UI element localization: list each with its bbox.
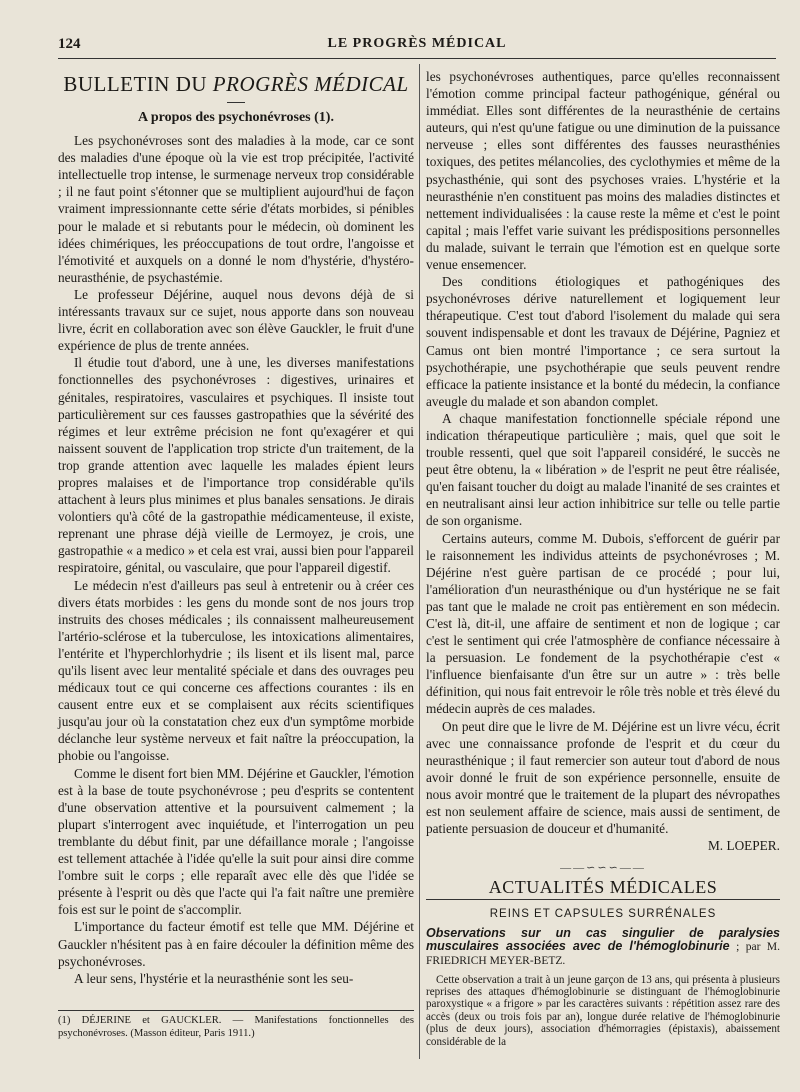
journal-title: LE PROGRÈS MÉDICAL bbox=[327, 36, 507, 51]
bulletin-title-prefix: BULLETIN DU bbox=[63, 72, 213, 96]
title-dash bbox=[227, 102, 245, 103]
left-column bbox=[58, 68, 414, 987]
paragraph: A chaque manifestation fonctionnelle spéciale répond une indication thérapeutique particulière ; mais, quel que soit le trouble ressenti, quel que soit l'appareil considéré, le succès ne peut être obtenu, la « libération » de l'esprit ne peut être réalisée, qu'en faisant toucher du doigt au malade l'inanité de ses craintes et en neutralisant ainsi leur action inhibitrice sur telle ou telle partie de son organisme. bbox=[426, 410, 780, 529]
paragraph: Comme le disent fort bien MM. Déjérine et Gauckler, l'émotion est à la base de toute psychonévrose ; peu d'esprits se contentent d'une observation attentive et la poursuivent calmement ; la plupart s'interrogent avec inquiétude, et l'interrogation un peu tremblante du début finit, par une défaillance morale ; l'angoisse est tellement attachée à l'idée qu'elle la suit pour ainsi dire comme l'ombre suit le corps ; elle reparaît avec elle dès que l'idée se présente à l'esprit ou dès que l'acte qui l'a fait naître une première fois est sur le point de s'accomplir. bbox=[58, 765, 414, 918]
observation-heading: Observations sur un cas singulier de paralysies musculaires associées avec de l'hémoglobinurie bbox=[426, 925, 780, 953]
paragraph: On peut dire que le livre de M. Déjérine est un livre vécu, écrit avec une connaissance profonde de l'esprit et du cœur du neurasthénique ; il faut remercier son auteur tout d'abord de nous avoir donné le fruit de son expérience personnelle, ensuite de nous avoir montré que le traitement de la plupart des névropathes est non seulement affaire de science, mais aussi de sentiment, de patiente persuasion de douceur et d'humanité. bbox=[426, 718, 780, 837]
paragraph: L'importance du facteur émotif est telle que MM. Déjérine et Gauckler n'hésitent pas à en faire découler la définition même des psychonévroses. bbox=[58, 919, 414, 969]
paragraph: Certains auteurs, comme M. Dubois, s'efforcent de guérir par le raisonnement les individus atteints de psychonévroses ; M. Déjérine n'est guère partisan de ce procédé ; pour lui, l'amélioration d'un neurasthénique ou d'un hystérique ne se fait pas tant que le malade ne croit pas entièrement en son médecin. C'est là, dit-il, une affaire de sentiment et non de logique ; car c'est le sentiment qui crée l'atmosphère de confiance nécessaire à la persuasion. Le fondement de la psychothérapie c'est « l'influence bienfaisante d'un être sur un autre » : très belle définition, qui nous fait entrevoir le rôle très noble et très élevé du médecin auprès de ces malades. bbox=[426, 530, 780, 717]
paragraph: A leur sens, l'hystérie et la neurasthénie sont les seu- bbox=[74, 970, 354, 986]
observation-title bbox=[426, 927, 780, 968]
page-number: 124 bbox=[58, 36, 81, 52]
observation-body bbox=[426, 974, 780, 1048]
observation-author: ; par M. FRIEDRICH MEYER-BETZ. bbox=[426, 940, 780, 967]
header-rule bbox=[58, 58, 776, 59]
paragraph: Il étudie tout d'abord, une à une, les diverses manifestations fonctionnelles des psychonévroses : digestives, urinaires et génitales, respiratoires, vasculaires et psychiques. Il insiste tout particulièrement sur ces fausses gastropathies que la sévérité des régimes et leur extrême précision ne font qu'exagérer et qui naissent souvent de l'application trop stricte d'un traitement, de la trop grande attention avec laquelle les malades épient leurs propres malaises et de l'importance trop considérable qu'ils attachent à leurs plus minimes et plus banales sensations. Je dirais volontiers qu'à côté de la gastropathie médicamenteuse, il existe, reprenant une phrase déjà vieille de Lermoyez, je crois, une gastropathie « a medico » et cela est vrai, aussi bien pour l'appareil respiratoire, génital, ou vasculaire, que pour l'appareil digestif. bbox=[58, 355, 414, 576]
subsection-title: REINS ET CAPSULES SURRÉNALES bbox=[489, 907, 717, 920]
paragraph: les psychonévroses authentiques, parce qu'elles reconnaissent l'émotion comme principal facteur pathogénique, général ou immédiat. Elles sont différentes de la neurasthénie de certains auteurs, qui n'est qu'une fatigue ou une diminution de la puissance nerveuse ; elles sont différentes des fausses neurasthénies toxiques, des petites mélancolies, des cyclothymies et même de la psychasthénie, qui sont des psychoses vraies. L'hystérie et la neurasthénie n'en constituent pas moins des maladies distinctes et nettement individualisées : la cause reste la même et c'est le point capital ; mais l'effet varie suivant les prédispositions personnelles du malade, suivant le terrain que l'émotion est en quelque sorte venue ensemencer. bbox=[426, 69, 780, 273]
column-divider bbox=[419, 64, 420, 1059]
ornament-divider: ——∽∽∽—— bbox=[560, 862, 646, 875]
right-column bbox=[426, 68, 780, 1048]
paragraph: Le médecin n'est d'ailleurs pas seul à entretenir ou à créer ces divers états morbides : les gens du monde sont de nos jours trop instruits des choses médicales ; ils connaissent malheureusement l'artério-sclérose et la tuberculose, les intoxications alimentaires, l'entérite et l'hyperchlorhydrie ; ils lisent et ils lisent mal, parce qu'ils lisent avec leur mentalité spéciale et dans des ouvrages peu médicaux tout ce qui concerne ces affections courantes : ils en causent entre eux et se complaisent aux récits scientifiques jusqu'au jour où la constatation chez eux d'un symptôme morbide déclanche leur système nerveux et fait naître la préoccupation, la phobie ou l'angoisse. bbox=[58, 577, 414, 764]
footnote: (1) DÉJERINE et GAUCKLER. — Manifestations fonctionnelles des psychonévroses. (Masson éditeur, Paris 1911.) bbox=[58, 1015, 414, 1039]
section-title: ACTUALITÉS MÉDICALES bbox=[426, 879, 780, 899]
article-title: A propos des psychonévroses (1). bbox=[138, 110, 334, 125]
bulletin-title-journal: PROGRÈS MÉDICAL bbox=[212, 72, 409, 96]
signature: M. LOEPER. bbox=[707, 838, 780, 854]
footnote-rule bbox=[58, 1010, 414, 1011]
paragraph: Les psychonévroses sont des maladies à la mode, car ce sont des maladies d'une époque où la vie est trop précipitée, l'activité intellectuelle trop intense, le surmenage nerveux trop considérable ; il ne faut point s'étonner que se multiplient aujourd'hui de façon vraiment impressionnante cette série d'états morbides, si pénibles pour le malade et si rebutants pour le médecin, où dominent les idées chimériques, les préoccupations de tout ordre, l'angoisse et l'émotivité et auxquels on a donné le nom d'hystérie, d'hystéro-neurasthénie, de psychastémie. bbox=[58, 133, 414, 285]
paragraph: Le professeur Déjérine, auquel nous devons déjà de si intéressants travaux sur ce sujet, nous apporte dans son nouveau livre, écrit en collaboration avec son élève Gauckler, le fruit d'une expérience de plus de trente années. bbox=[58, 286, 414, 354]
running-head bbox=[58, 36, 776, 54]
paragraph: Des conditions étiologiques et pathogéniques des psychonévroses dérive naturellement et logiquement leur thérapeutique. C'est tout d'abord l'isolement du malade qui sera souvent indispensable et dont les travaux de Déjérine, Pagniez et Camus ont bien montré l'importance ; ce sera surtout la psychothérapie, une psychothérapie que seuls peuvent rendre efficace la patiente insistance et la bonté du médecin, la confiance aveugle du malade et son abandon complet. bbox=[426, 274, 780, 409]
paragraph: Cette observation a trait à un jeune garçon de 13 ans, qui présenta à plusieurs reprises des attaques d'hémoglobinurie se distinguant de l'hémoglobinurie paroxystique « a frigore » par les caractères suivants : répétition assez rare des accès (deux ou trois fois par an), longue durée relative de l'hémoglobinurie (plus de deux jours), association d'hémorragies (épistaxis), abaissement considérable de la bbox=[426, 973, 780, 1048]
bulletin-title bbox=[58, 72, 414, 96]
